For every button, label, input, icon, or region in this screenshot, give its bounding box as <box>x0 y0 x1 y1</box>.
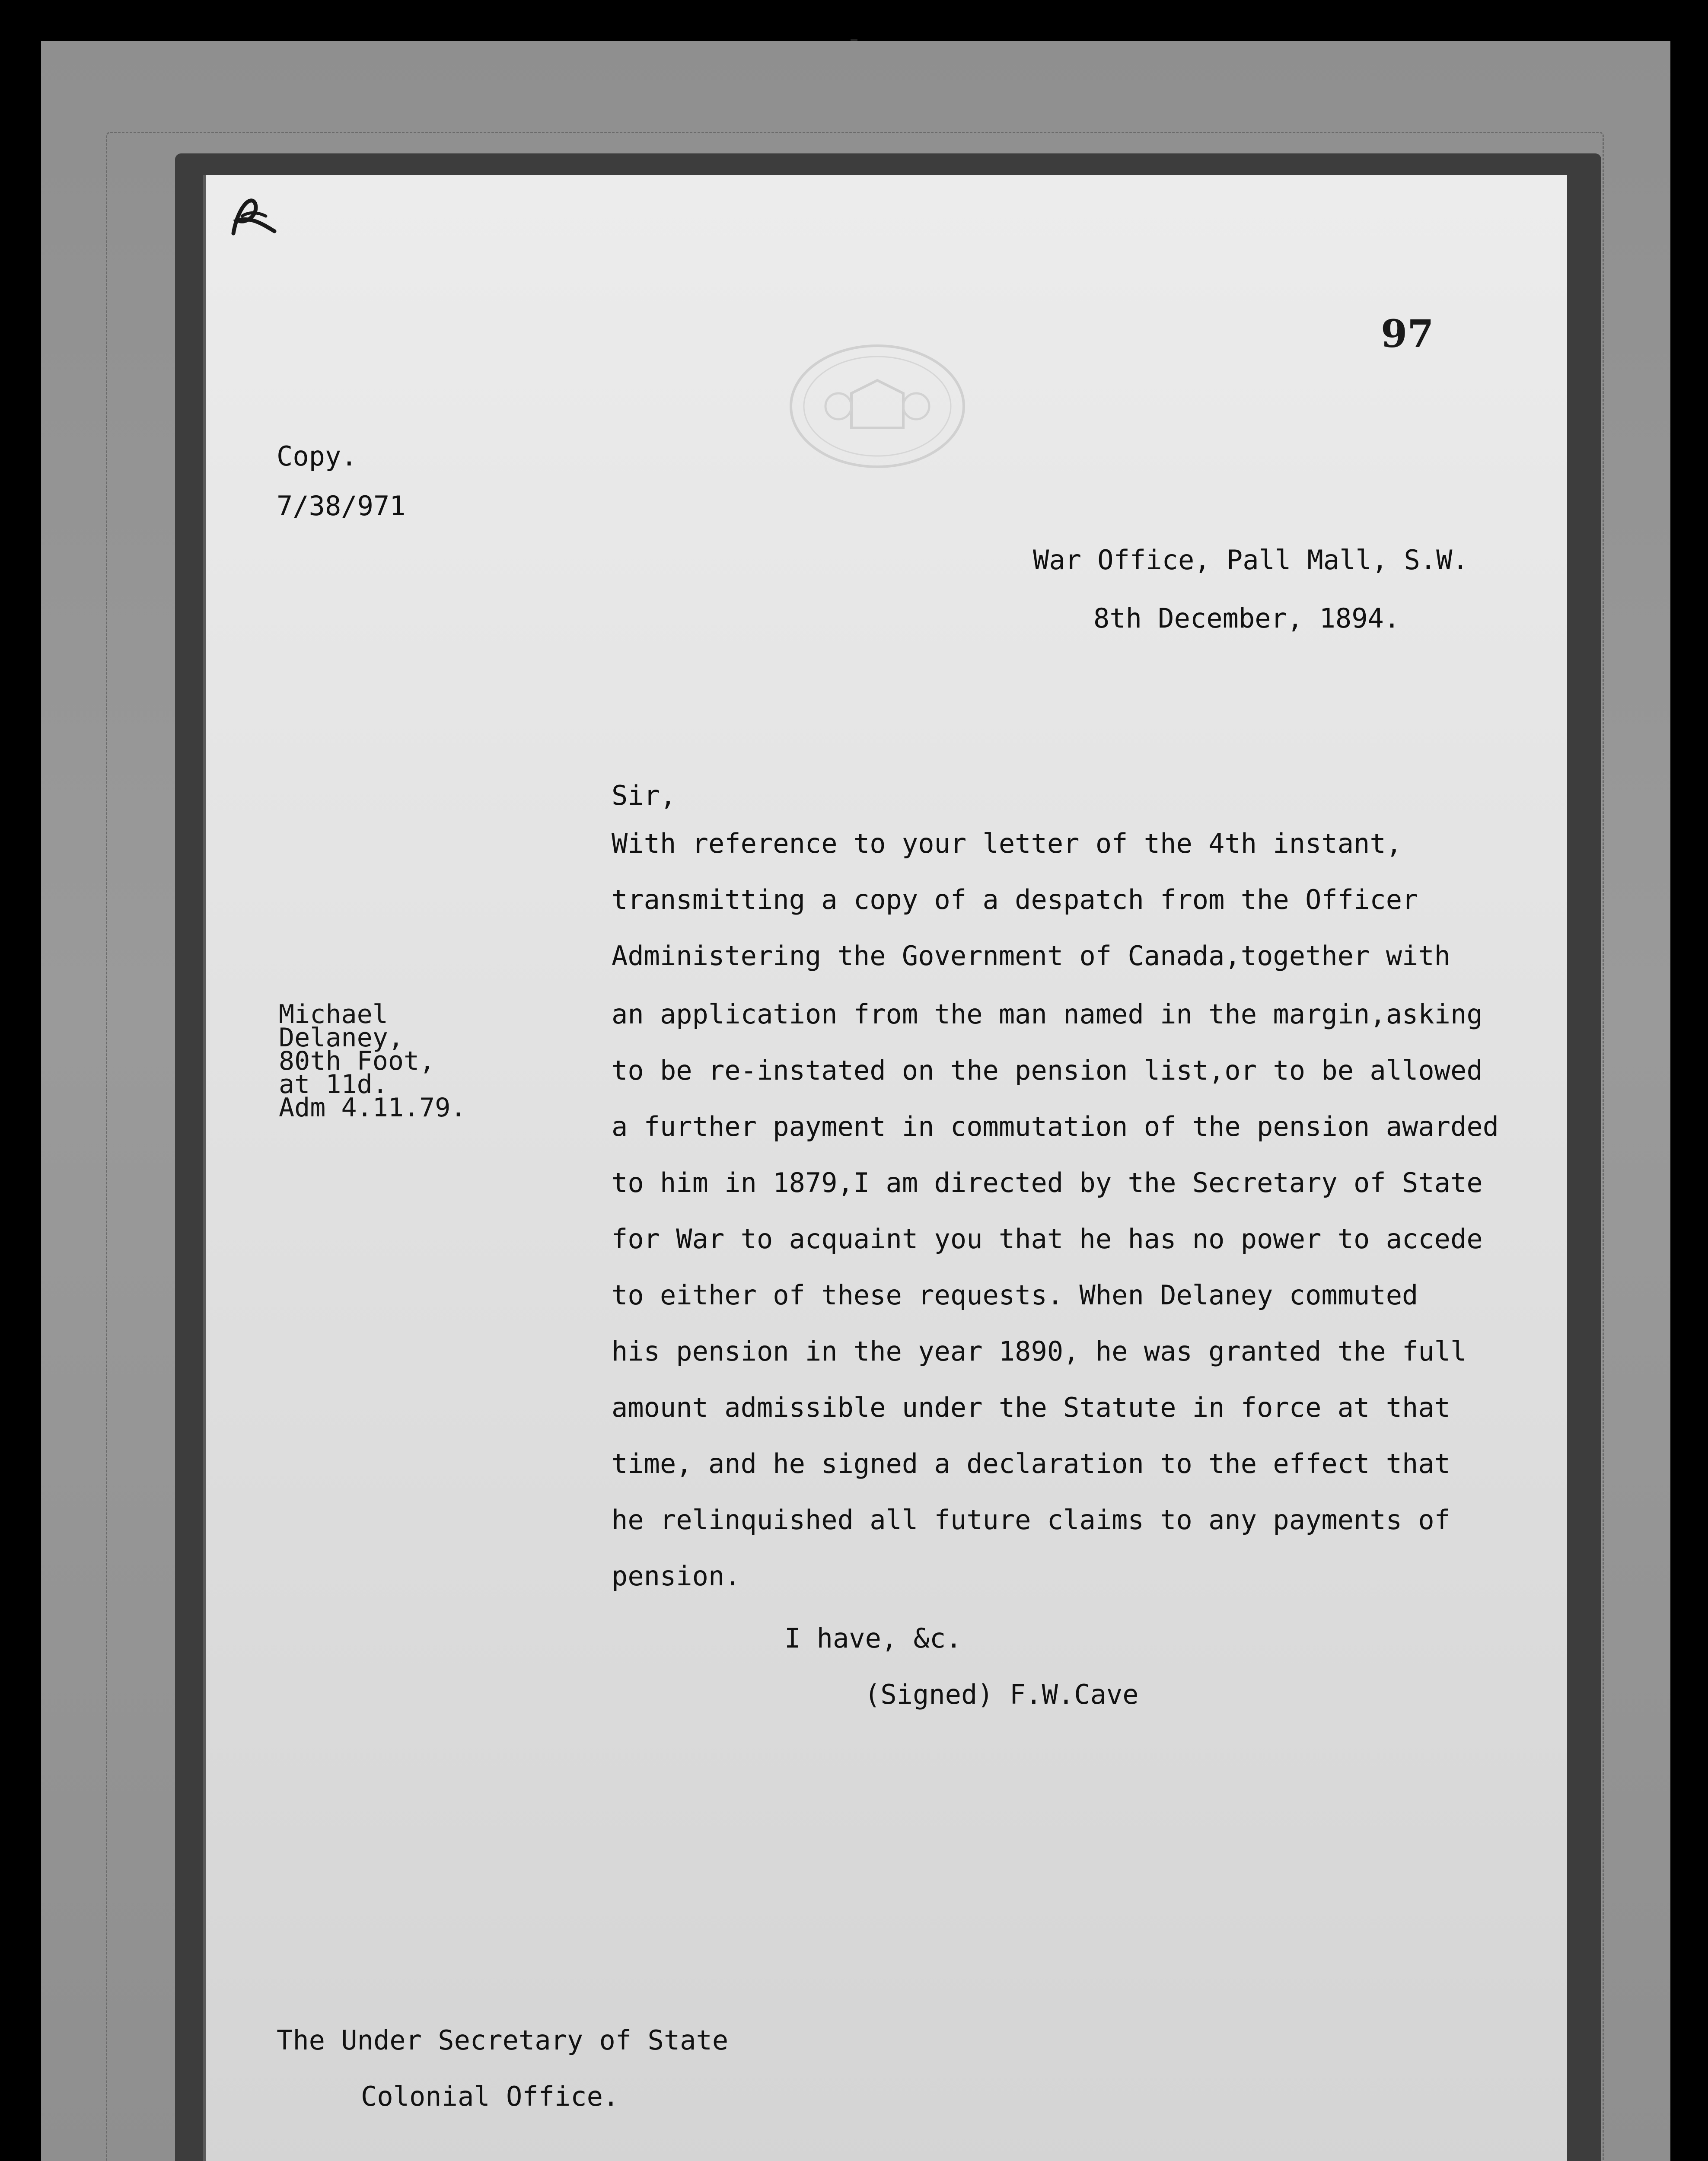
letter-date: 8th December, 1894. <box>1093 602 1400 634</box>
body-line: Administering the Government of Canada,together with <box>612 940 1451 972</box>
body-line: his pension in the year 1890, he was granted the full <box>612 1335 1467 1367</box>
embossed-seal-icon <box>787 341 968 471</box>
margin-note-line: Adm 4.11.79. <box>279 1093 466 1123</box>
margin-note <box>279 999 466 1123</box>
body-line: for War to acquaint you that he has no power to accede <box>612 1223 1483 1255</box>
recipient-office: Colonial Office. <box>361 2081 619 2112</box>
body-line: transmitting a copy of a despatch from the Officer <box>612 884 1418 915</box>
margin-note-line: at 11d. <box>279 1069 388 1100</box>
body-line: he relinquished all future claims to any payments of <box>612 1504 1451 1536</box>
signature: (Signed) F.W.Cave <box>864 1679 1139 1710</box>
body-line: to either of these requests. When Delaney commuted <box>612 1279 1418 1311</box>
margin-note-line: 80th Foot, <box>279 1046 435 1076</box>
margin-note-line: Delaney, <box>279 1023 404 1053</box>
body-line: time, and he signed a declaration to the effect that <box>612 1448 1451 1479</box>
body-line: amount admissible under the Statute in force at that <box>612 1392 1451 1423</box>
body-line: to him in 1879,I am directed by the Secretary of State <box>612 1167 1483 1198</box>
body-line: pension. <box>612 1560 741 1592</box>
handwritten-initial-icon <box>225 190 281 242</box>
copy-label: Copy. <box>277 440 357 472</box>
salutation: Sir, <box>612 780 676 811</box>
page-number: 97 <box>1381 311 1434 356</box>
recipient-title: The Under Secretary of State <box>277 2024 729 2056</box>
reference-number: 7/38/971 <box>277 490 406 522</box>
closing: I have, &c. <box>784 1622 962 1654</box>
body-line: With reference to your letter of the 4th instant, <box>612 828 1402 859</box>
body-line: a further payment in commutation of the pension awarded <box>612 1111 1499 1142</box>
body-line: to be re-instated on the pension list,or to be allowed <box>612 1055 1483 1086</box>
body-line: an application from the man named in the margin,asking <box>612 998 1483 1030</box>
sender-address: War Office, Pall Mall, S.W. <box>1033 544 1469 576</box>
margin-note-line: Michael <box>279 999 388 1030</box>
